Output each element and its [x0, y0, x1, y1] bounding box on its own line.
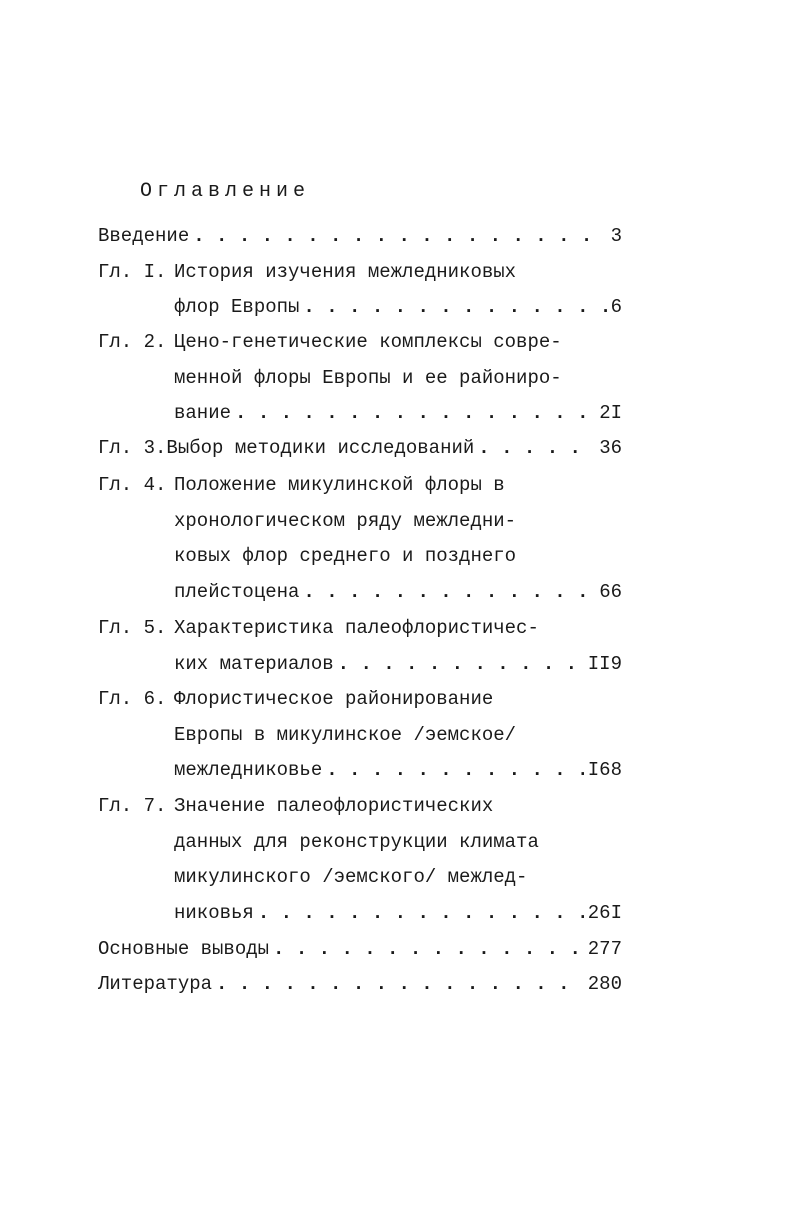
page-number: 26I: [587, 902, 622, 924]
toc-entry-ch2[interactable]: [98, 327, 562, 357]
toc-entry-ch6-cont[interactable]: [174, 755, 622, 785]
leader-dots: [299, 292, 606, 322]
toc-line: хронологическом ряду межледни-: [174, 510, 517, 532]
toc-entry-intro[interactable]: [98, 221, 622, 251]
toc-line: Положение микулинской флоры в: [174, 474, 505, 496]
chapter-number: Гл. 4.: [98, 474, 167, 496]
toc-entry-ch5-cont[interactable]: [174, 649, 622, 679]
toc-entry-ch3[interactable]: [98, 433, 622, 463]
page-number: I68: [587, 759, 622, 781]
leader-dots: [474, 433, 595, 463]
toc-entry-ch6[interactable]: [98, 684, 493, 714]
toc-line: Европы в микулинское /эемское/: [174, 724, 517, 746]
toc-label: Введение: [98, 225, 190, 247]
toc-entry-ch4[interactable]: [98, 470, 505, 500]
toc-line: Характеристика палеофлористичес-: [174, 617, 539, 639]
toc-entry-ch5[interactable]: [98, 613, 539, 643]
toc-entry-ch7[interactable]: [98, 791, 493, 821]
toc-entry-ch2-cont[interactable]: [174, 398, 622, 428]
leader-dots: [189, 221, 606, 251]
chapter-number: Гл. 5.: [98, 617, 167, 639]
toc-entry-ch1-cont[interactable]: [174, 292, 622, 322]
toc-line: межледниковье: [174, 759, 323, 781]
toc-line: флор Европы: [174, 296, 300, 318]
toc-line: никовья: [174, 902, 254, 924]
toc-line: Выбор методики исследований: [166, 437, 475, 459]
toc-entry-ch1[interactable]: [98, 257, 516, 287]
toc-entry-conclusions[interactable]: [98, 934, 622, 964]
leader-dots: [269, 934, 584, 964]
page-number: 6: [610, 296, 622, 318]
toc-line: ких материалов: [174, 653, 334, 675]
chapter-number: Гл. 2.: [98, 331, 167, 353]
toc-entry-ch7-cont[interactable]: [174, 898, 622, 928]
toc-line: данных для реконструкции климата: [174, 831, 539, 853]
leader-dots: [322, 755, 584, 785]
toc-line: вание: [174, 402, 232, 424]
toc-line: Значение палеофлористических: [174, 795, 494, 817]
page-number: 36: [599, 437, 622, 459]
toc-line: Флористическое районирование: [174, 688, 494, 710]
toc-line: ковых флор среднего и позднего: [174, 545, 517, 567]
chapter-number: Гл. I.: [98, 261, 167, 283]
page-number: 66: [599, 581, 622, 603]
toc-line: Цено-генетические комплексы совре-: [174, 331, 562, 353]
page-number: 277: [587, 938, 622, 960]
page-number: 2I: [599, 402, 622, 424]
leader-dots: [299, 577, 595, 607]
page-title: Оглавление: [140, 180, 311, 203]
toc-line: менной флоры Европы и ее райониро-: [174, 367, 562, 389]
page-number: 280: [587, 973, 622, 995]
chapter-number: Гл. 6.: [98, 688, 167, 710]
leader-dots: [212, 969, 584, 999]
page-number: II9: [587, 653, 622, 675]
leader-dots: [334, 649, 584, 679]
toc-line: микулинского /эемского/ межлед-: [174, 866, 528, 888]
leader-dots: [254, 898, 584, 928]
chapter-number: Гл. 7.: [98, 795, 167, 817]
toc-entry-references[interactable]: [98, 969, 622, 999]
toc-entry-ch4-cont[interactable]: [174, 577, 622, 607]
toc-label: Литература: [98, 973, 213, 995]
toc-line: История изучения межледниковых: [174, 261, 517, 283]
chapter-number: Гл. 3.: [98, 437, 167, 459]
leader-dots: [231, 398, 595, 428]
page-number: 3: [610, 225, 622, 247]
toc-line: плейстоцена: [174, 581, 300, 603]
toc-label: Основные выводы: [98, 938, 270, 960]
